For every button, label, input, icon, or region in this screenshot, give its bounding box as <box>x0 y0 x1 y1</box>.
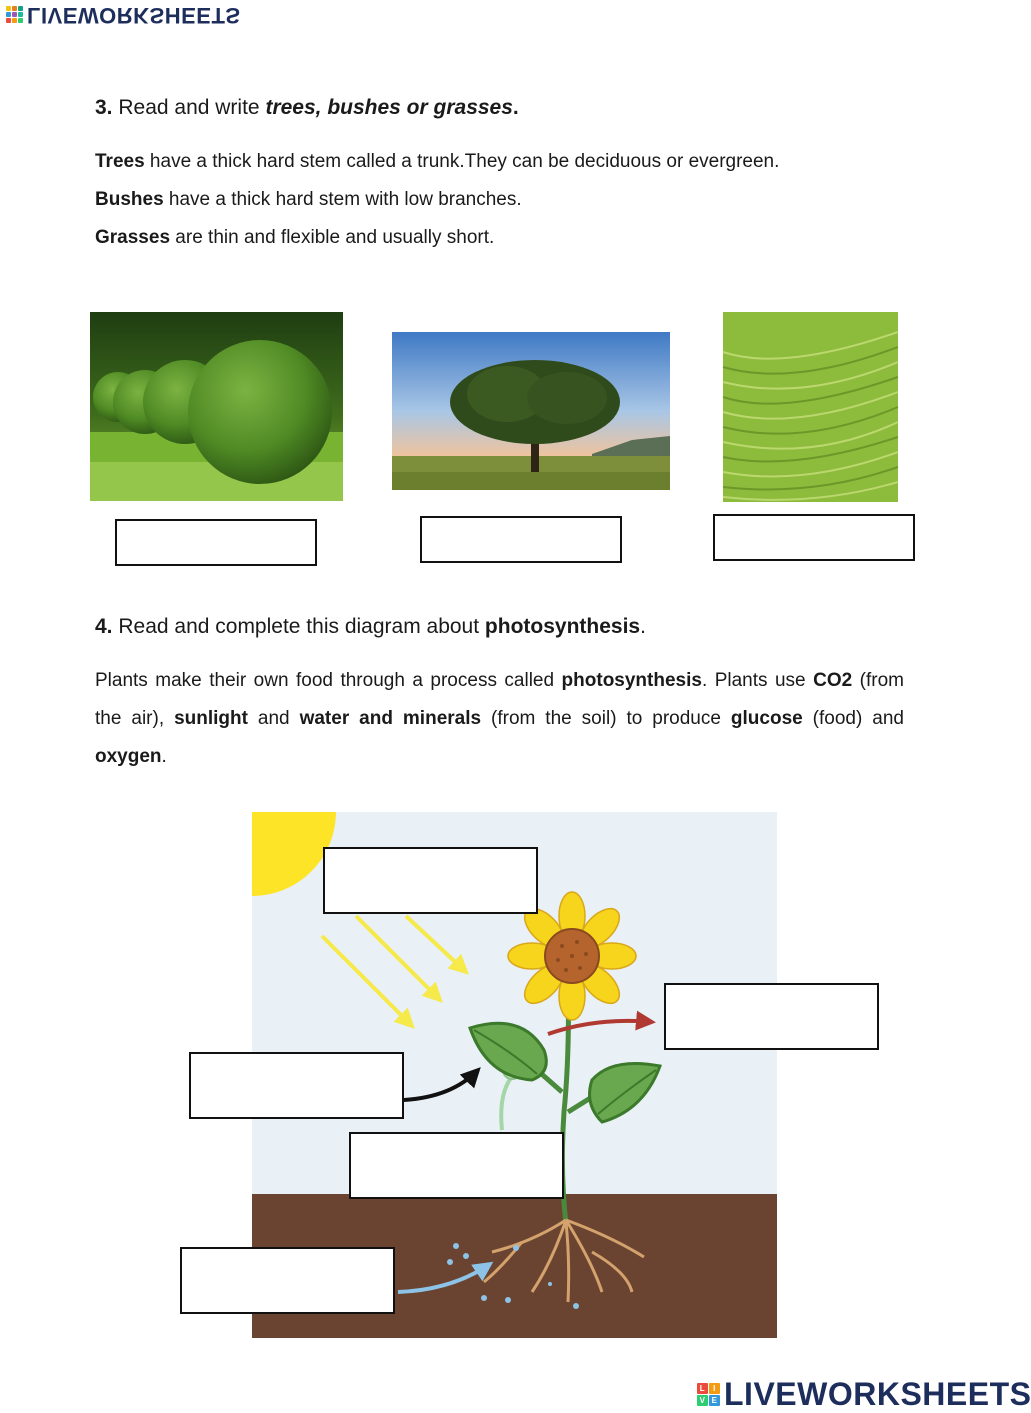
diagram-answer-sunlight[interactable] <box>323 847 538 914</box>
paragraph-bold: water and minerals <box>299 708 482 729</box>
diagram-input-oxygen[interactable] <box>666 985 881 1050</box>
exercise-4-heading <box>95 615 646 639</box>
definition-text: are thin and flexible and usually short. <box>170 227 495 248</box>
liveworksheets-logo-bottom <box>697 1376 1031 1413</box>
diagram-input-sunlight[interactable] <box>325 849 540 914</box>
tree-photo <box>392 332 670 490</box>
paragraph-bold: CO2 <box>813 670 853 691</box>
diagram-answer-water[interactable] <box>180 1247 395 1314</box>
paragraph-bold: oxygen <box>95 746 162 767</box>
exercise-3-number: 3. <box>95 96 113 119</box>
exercise-3-emphasis: trees, bushes or grasses <box>265 96 513 119</box>
grass-photo <box>723 312 898 502</box>
definition-term: Bushes <box>95 189 164 210</box>
definition-term: Grasses <box>95 227 171 248</box>
exercise-3-instruction: Read and write <box>118 96 266 119</box>
diagram-answer-glucose[interactable] <box>349 1132 564 1199</box>
logo-text: LIVEWORKSHEETS <box>724 1376 1031 1412</box>
liveworksheets-logo-top <box>6 2 241 28</box>
definition-grasses <box>95 219 779 257</box>
photosynthesis-paragraph <box>95 662 904 776</box>
answer-input-bush[interactable] <box>117 521 319 566</box>
bush-photo <box>90 312 343 501</box>
exercise-4-emphasis: photosynthesis <box>484 615 641 638</box>
answer-input-tree[interactable] <box>422 518 624 563</box>
paragraph-text: (food) and <box>802 708 904 729</box>
exercise-4-period: . <box>640 615 646 638</box>
exercise-4-number: 4. <box>95 615 113 638</box>
answer-box-bush[interactable] <box>115 519 317 566</box>
definition-term: Trees <box>95 151 145 172</box>
answer-input-grass[interactable] <box>715 516 917 561</box>
paragraph-bold: photosynthesis <box>561 670 702 691</box>
paragraph-text: . <box>161 746 167 767</box>
definition-bushes <box>95 181 779 219</box>
paragraph-text: (from the soil) to produce <box>481 708 731 729</box>
exercise-4-instruction: Read and complete this diagram about <box>112 615 485 638</box>
logo-tiles-icon <box>6 7 23 24</box>
exercise-3-period: . <box>512 96 519 119</box>
diagram-answer-co2[interactable] <box>189 1052 404 1119</box>
paragraph-bold: glucose <box>730 708 803 729</box>
definition-trees <box>95 143 779 181</box>
diagram-input-water[interactable] <box>182 1249 397 1314</box>
diagram-input-co2[interactable] <box>191 1054 406 1119</box>
exercise-3-heading <box>95 96 519 120</box>
diagram-input-glucose[interactable] <box>351 1134 566 1199</box>
paragraph-text: Plants make their own food through a process called <box>95 670 562 691</box>
logo-text: LIVEWORKSHEETS <box>27 3 241 28</box>
answer-box-grass[interactable] <box>713 514 915 561</box>
definition-text: have a thick hard stem called a trunk.They can be deciduous or evergreen. <box>144 151 780 172</box>
paragraph-text: . Plants use <box>701 670 814 691</box>
definition-text: have a thick hard stem with low branches. <box>163 189 522 210</box>
paragraph-text: and <box>247 708 300 729</box>
logo-tiles-icon: L I V E <box>697 1383 720 1406</box>
diagram-answer-oxygen[interactable] <box>664 983 879 1050</box>
paragraph-text: (from the air), <box>95 670 904 729</box>
paragraph-bold: sunlight <box>174 708 248 729</box>
answer-box-tree[interactable] <box>420 516 622 563</box>
definitions-list <box>95 143 779 257</box>
